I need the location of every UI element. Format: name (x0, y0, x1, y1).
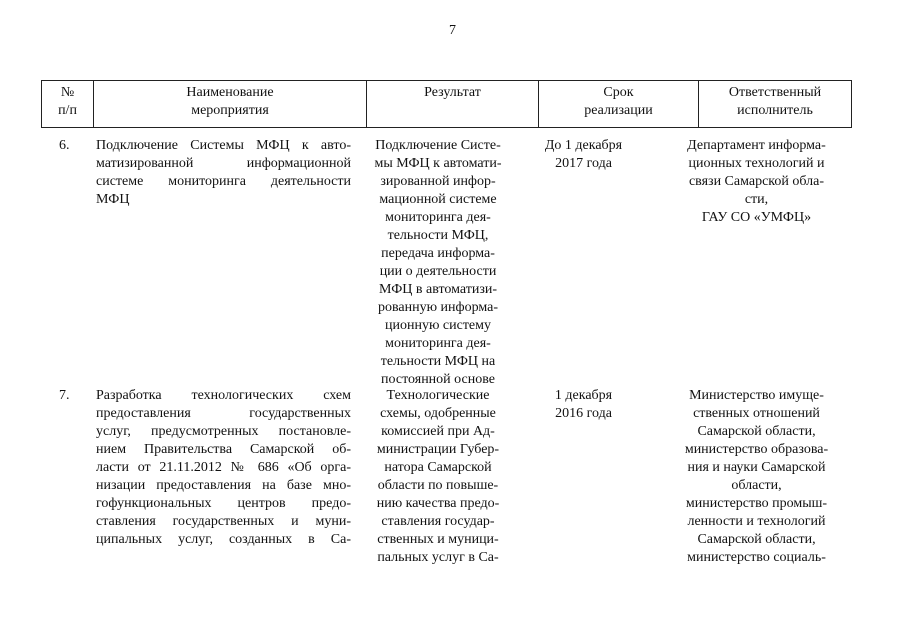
header-term-line: Срок (603, 85, 634, 100)
row-term-line: До 1 декабря (544, 138, 623, 153)
row-name (96, 137, 351, 209)
row-name-line: Разработка технологических схем (96, 388, 351, 403)
row-name-line: ставления государственных и муни- (96, 514, 351, 529)
row-result-line: комиссией при Ад- (381, 424, 495, 439)
row-result-line: Подключение Систе- (375, 138, 501, 153)
row-name-line: ципальных услуг, созданных в Са- (96, 532, 351, 547)
page-number: 7 (449, 23, 456, 38)
row-result-line: зированной инфор- (380, 174, 496, 189)
row-responsible-line: министерство промыш- (685, 496, 828, 511)
row-name-line: матизированной информационной (96, 156, 351, 171)
row-result-line: тельности МФЦ, (387, 228, 489, 243)
row-responsible-line: ния и науки Самарской (687, 460, 826, 475)
row-responsible (674, 387, 839, 567)
header-num (42, 81, 94, 128)
row-result-line: нию качества предо- (376, 496, 500, 511)
row-term (526, 137, 641, 173)
row-result-line: Технологические (386, 388, 490, 403)
row-result-line: мониторинга дея- (385, 210, 491, 225)
row-term (526, 387, 641, 423)
row-name-line: системе мониторинга деятельности (96, 174, 351, 189)
row-responsible-line: области, (731, 478, 782, 493)
header-name-line: Наименование (186, 85, 274, 100)
row-name-line: МФЦ (96, 192, 130, 207)
row-number: 6. (59, 138, 70, 153)
row-responsible-line: ленности и технологий (687, 514, 826, 529)
row-name-line: низации предоставления на базе мно- (96, 478, 351, 493)
row-name (96, 387, 351, 549)
row-responsible-line: ГАУ СО «УМФЦ» (701, 210, 812, 225)
row-name-line: Подключение Системы МФЦ к авто- (96, 138, 351, 153)
row-result-line: мониторинга дея- (385, 336, 491, 351)
row-responsible-line: сти, (744, 192, 769, 207)
row-responsible-line: связи Самарской обла- (688, 174, 825, 189)
row-responsible-line: Самарской области, (697, 532, 816, 547)
row-name-line: ласти от 21.11.2012 № 686 «Об орга- (96, 460, 351, 475)
row-result-line: пальных услуг в Са- (377, 550, 499, 565)
row-number: 7. (59, 388, 70, 403)
row-result-line: ственных и муници- (377, 532, 499, 547)
header-responsible (699, 81, 852, 128)
row-term-line: 1 декабря (554, 388, 613, 403)
row-result-line: мы МФЦ к автомати- (374, 156, 502, 171)
row-responsible-line: Самарской области, (697, 424, 816, 439)
row-name-line: гофункциональных центров предо- (96, 496, 351, 511)
row-responsible-line: министерство образова- (684, 442, 829, 457)
header-num-line: № (60, 85, 75, 100)
row-name-line: нием Правительства Самарской об- (96, 442, 351, 457)
row-result-line: ционную систему (384, 318, 492, 333)
row-responsible-line: министерство социаль- (687, 550, 826, 565)
row-result-line: министрации Губер- (376, 442, 500, 457)
row-result-line: ции о деятельности (379, 264, 497, 279)
header-responsible-line: Ответственный (728, 85, 822, 100)
header-result-line: Результат (424, 85, 481, 100)
row-result-line: постоянной основе (381, 372, 495, 387)
row-result-line: натора Самарской (384, 460, 492, 475)
header-name (94, 81, 367, 128)
row-result-line: передача информа- (381, 246, 495, 261)
row-responsible-line: ционных технологий и (688, 156, 825, 171)
row-result-line: МФЦ в автоматизи- (378, 282, 498, 297)
row-responsible-line: Департамент информа- (687, 138, 826, 153)
row-result-line: области по повыше- (377, 478, 499, 493)
row-responsible (674, 137, 839, 227)
header-name-line: мероприятия (191, 103, 269, 118)
header-term (539, 81, 699, 128)
row-term-line: 2017 года (555, 156, 612, 171)
row-result-line: схемы, одобренные (380, 406, 496, 421)
row-responsible-line: Министерство имуще- (689, 388, 824, 403)
row-result-line: тельности МФЦ на (380, 354, 496, 369)
header-responsible-line: исполнитель (737, 103, 813, 118)
row-result-line: ставления государ- (381, 514, 495, 529)
row-result (363, 137, 513, 389)
row-responsible-line: ственных отношений (693, 406, 820, 421)
header-term-line: реализации (584, 103, 653, 118)
table-header (41, 80, 852, 128)
row-result (363, 387, 513, 567)
row-term-line: 2016 года (555, 406, 612, 421)
row-name-line: предоставления государственных (96, 406, 351, 421)
row-result-line: мационной системе (379, 192, 497, 207)
header-result (367, 81, 539, 128)
header-num-line: п/п (58, 103, 77, 118)
row-name-line: услуг, предусмотренных постановле- (96, 424, 351, 439)
row-result-line: рованную информа- (377, 300, 499, 315)
